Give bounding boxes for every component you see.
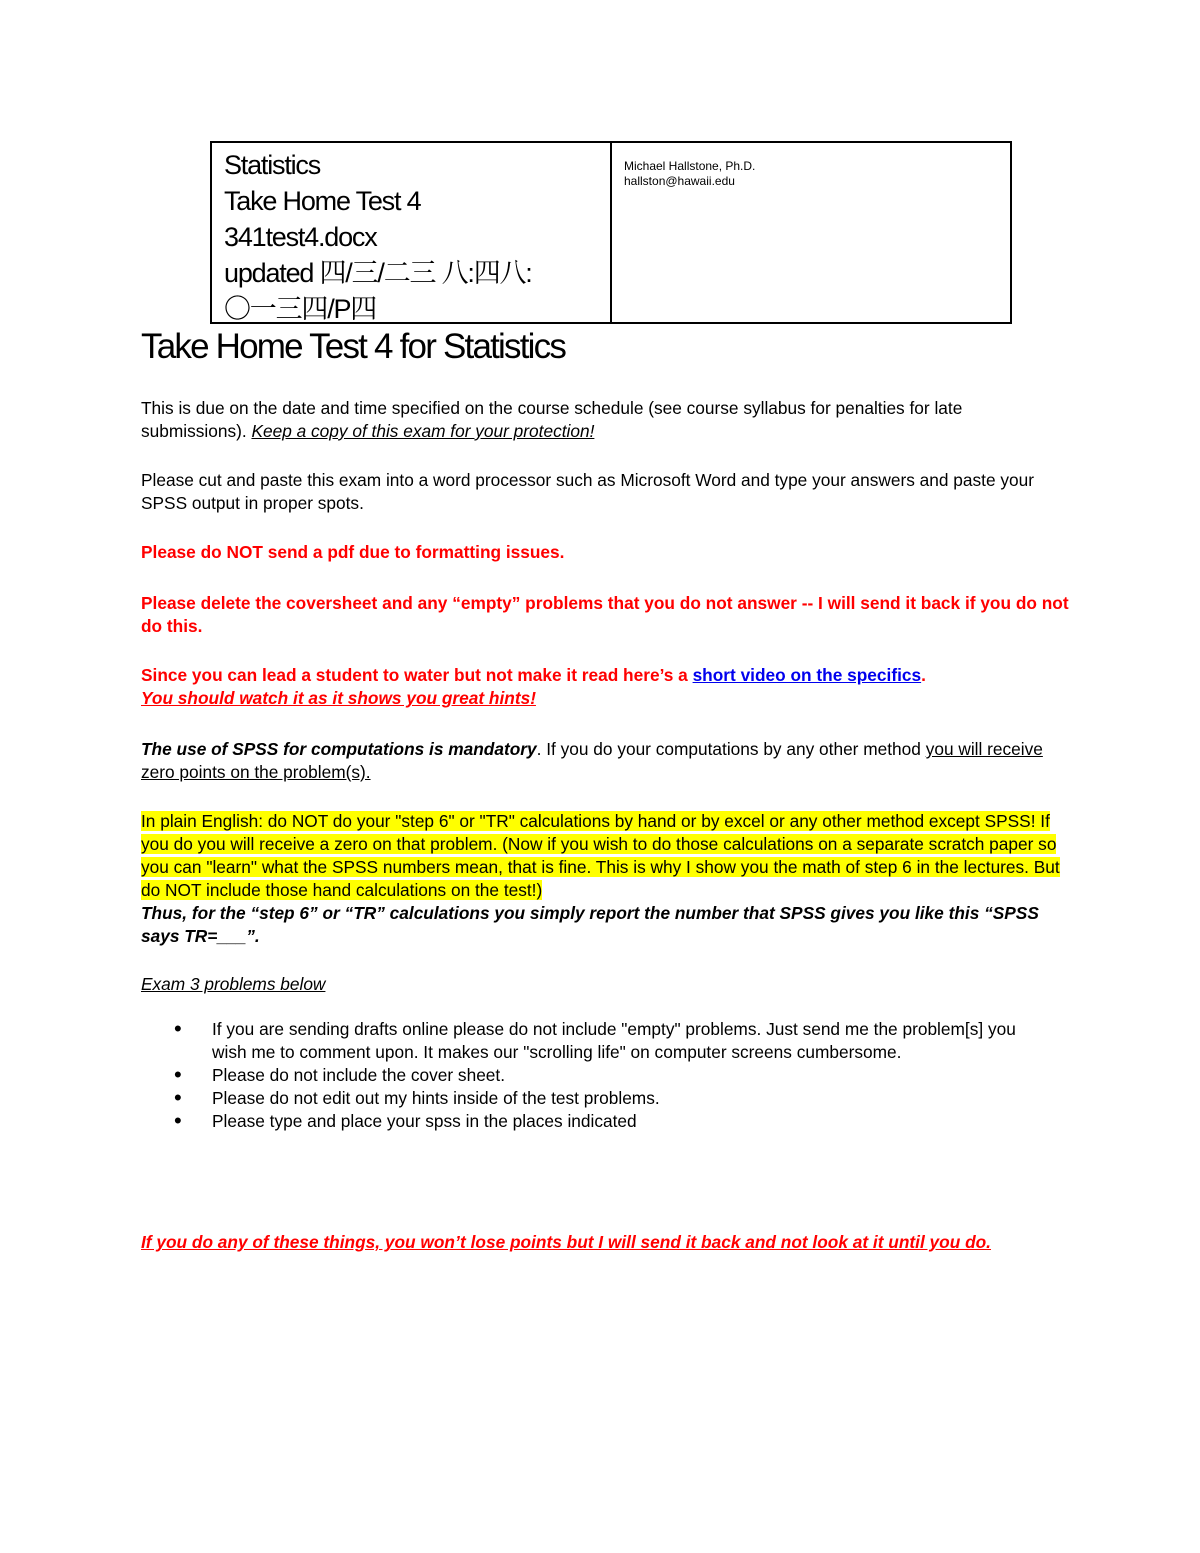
page-title: Take Home Test 4 for Statistics <box>141 327 566 366</box>
plain-english-paragraph <box>141 810 1071 948</box>
cover-course-info <box>212 143 612 322</box>
cut-paste-paragraph: Please cut and paste this exam into a word processor such as Microsoft Word and type your answers and paste your SPSS output in proper spots. <box>141 470 1034 513</box>
cover-instructor-info <box>612 143 1010 322</box>
video-paragraph <box>141 664 1071 710</box>
exam-problems-heading: Exam 3 problems below <box>141 974 326 994</box>
list-item: • If you are sending drafts online please do not include "empty" problems. Just send me the problem[s] you wish me to comment upon. It makes our "scrolling life" on computer screens cumbersome. <box>141 1018 1041 1064</box>
other-method-text: . If you do your computations by any other method <box>536 739 926 759</box>
keep-copy-note: Keep a copy of this exam for your protection! <box>251 421 595 441</box>
video-link[interactable]: short video on the specifics <box>692 665 922 685</box>
delete-coversheet-warning: Please delete the coversheet and any “empty” problems that you do not answer -- I will send it back if you do not do this. <box>141 593 1069 636</box>
due-date-paragraph <box>141 397 1071 443</box>
draft-rules-list <box>141 1018 1041 1133</box>
list-item: • Please do not include the cover sheet. <box>141 1064 1041 1087</box>
video-period: . <box>921 665 926 685</box>
cover-filename: 341test4.docx <box>224 222 377 252</box>
instructor-email: hallston@hawaii.edu <box>624 174 735 188</box>
video-hint-note: You should watch it as it shows you great hints! <box>141 688 536 708</box>
step6-report-instruction: Thus, for the “step 6” or “TR” calculations you simply report the number that SPSS gives you like this “SPSS says TR=___”. <box>141 903 1039 946</box>
no-pdf-warning: Please do NOT send a pdf due to formatting issues. <box>141 542 565 562</box>
cover-sheet-table <box>210 141 1012 324</box>
send-back-warning: If you do any of these things, you won’t lose points but I will send it back and not look at it until you do. <box>141 1232 991 1252</box>
cover-updated-cont: 〇一三四/P四 <box>224 294 377 324</box>
list-item: • Please type and place your spss in the places indicated <box>141 1110 1041 1133</box>
cover-test-name: Take Home Test 4 <box>224 186 421 216</box>
spss-mandatory-paragraph <box>141 738 1071 784</box>
list-item: • Please do not edit out my hints inside of the test problems. <box>141 1087 1041 1110</box>
video-intro-text: Since you can lead a student to water but not make it read here’s a <box>141 665 693 685</box>
zero-points-note: you will receive zero points on the problem(s). <box>141 739 1043 782</box>
cover-updated: updated 四/三/二三 八:四八: <box>224 258 532 288</box>
due-date-text: This is due on the date and time specified on the course schedule (see course syllabus for penalties for late submissions). <box>141 398 963 441</box>
highlighted-instructions: In plain English: do NOT do your "step 6" or "TR" calculations by hand or by excel or any other method except SPSS! If you do you will receive a zero on that problem. (Now if you wish to do those calculations on a separate scratch paper so you can "learn" what the SPSS numbers mean, that is fine. This is why I show you the math of step 6 in the lectures. But do NOT include those hand calculations on the test!) <box>141 811 1060 900</box>
spss-mandatory-text: The use of SPSS for computations is mandatory <box>141 739 537 759</box>
instructor-name: Michael Hallstone, Ph.D. <box>624 159 756 173</box>
cover-course: Statistics <box>224 150 321 180</box>
